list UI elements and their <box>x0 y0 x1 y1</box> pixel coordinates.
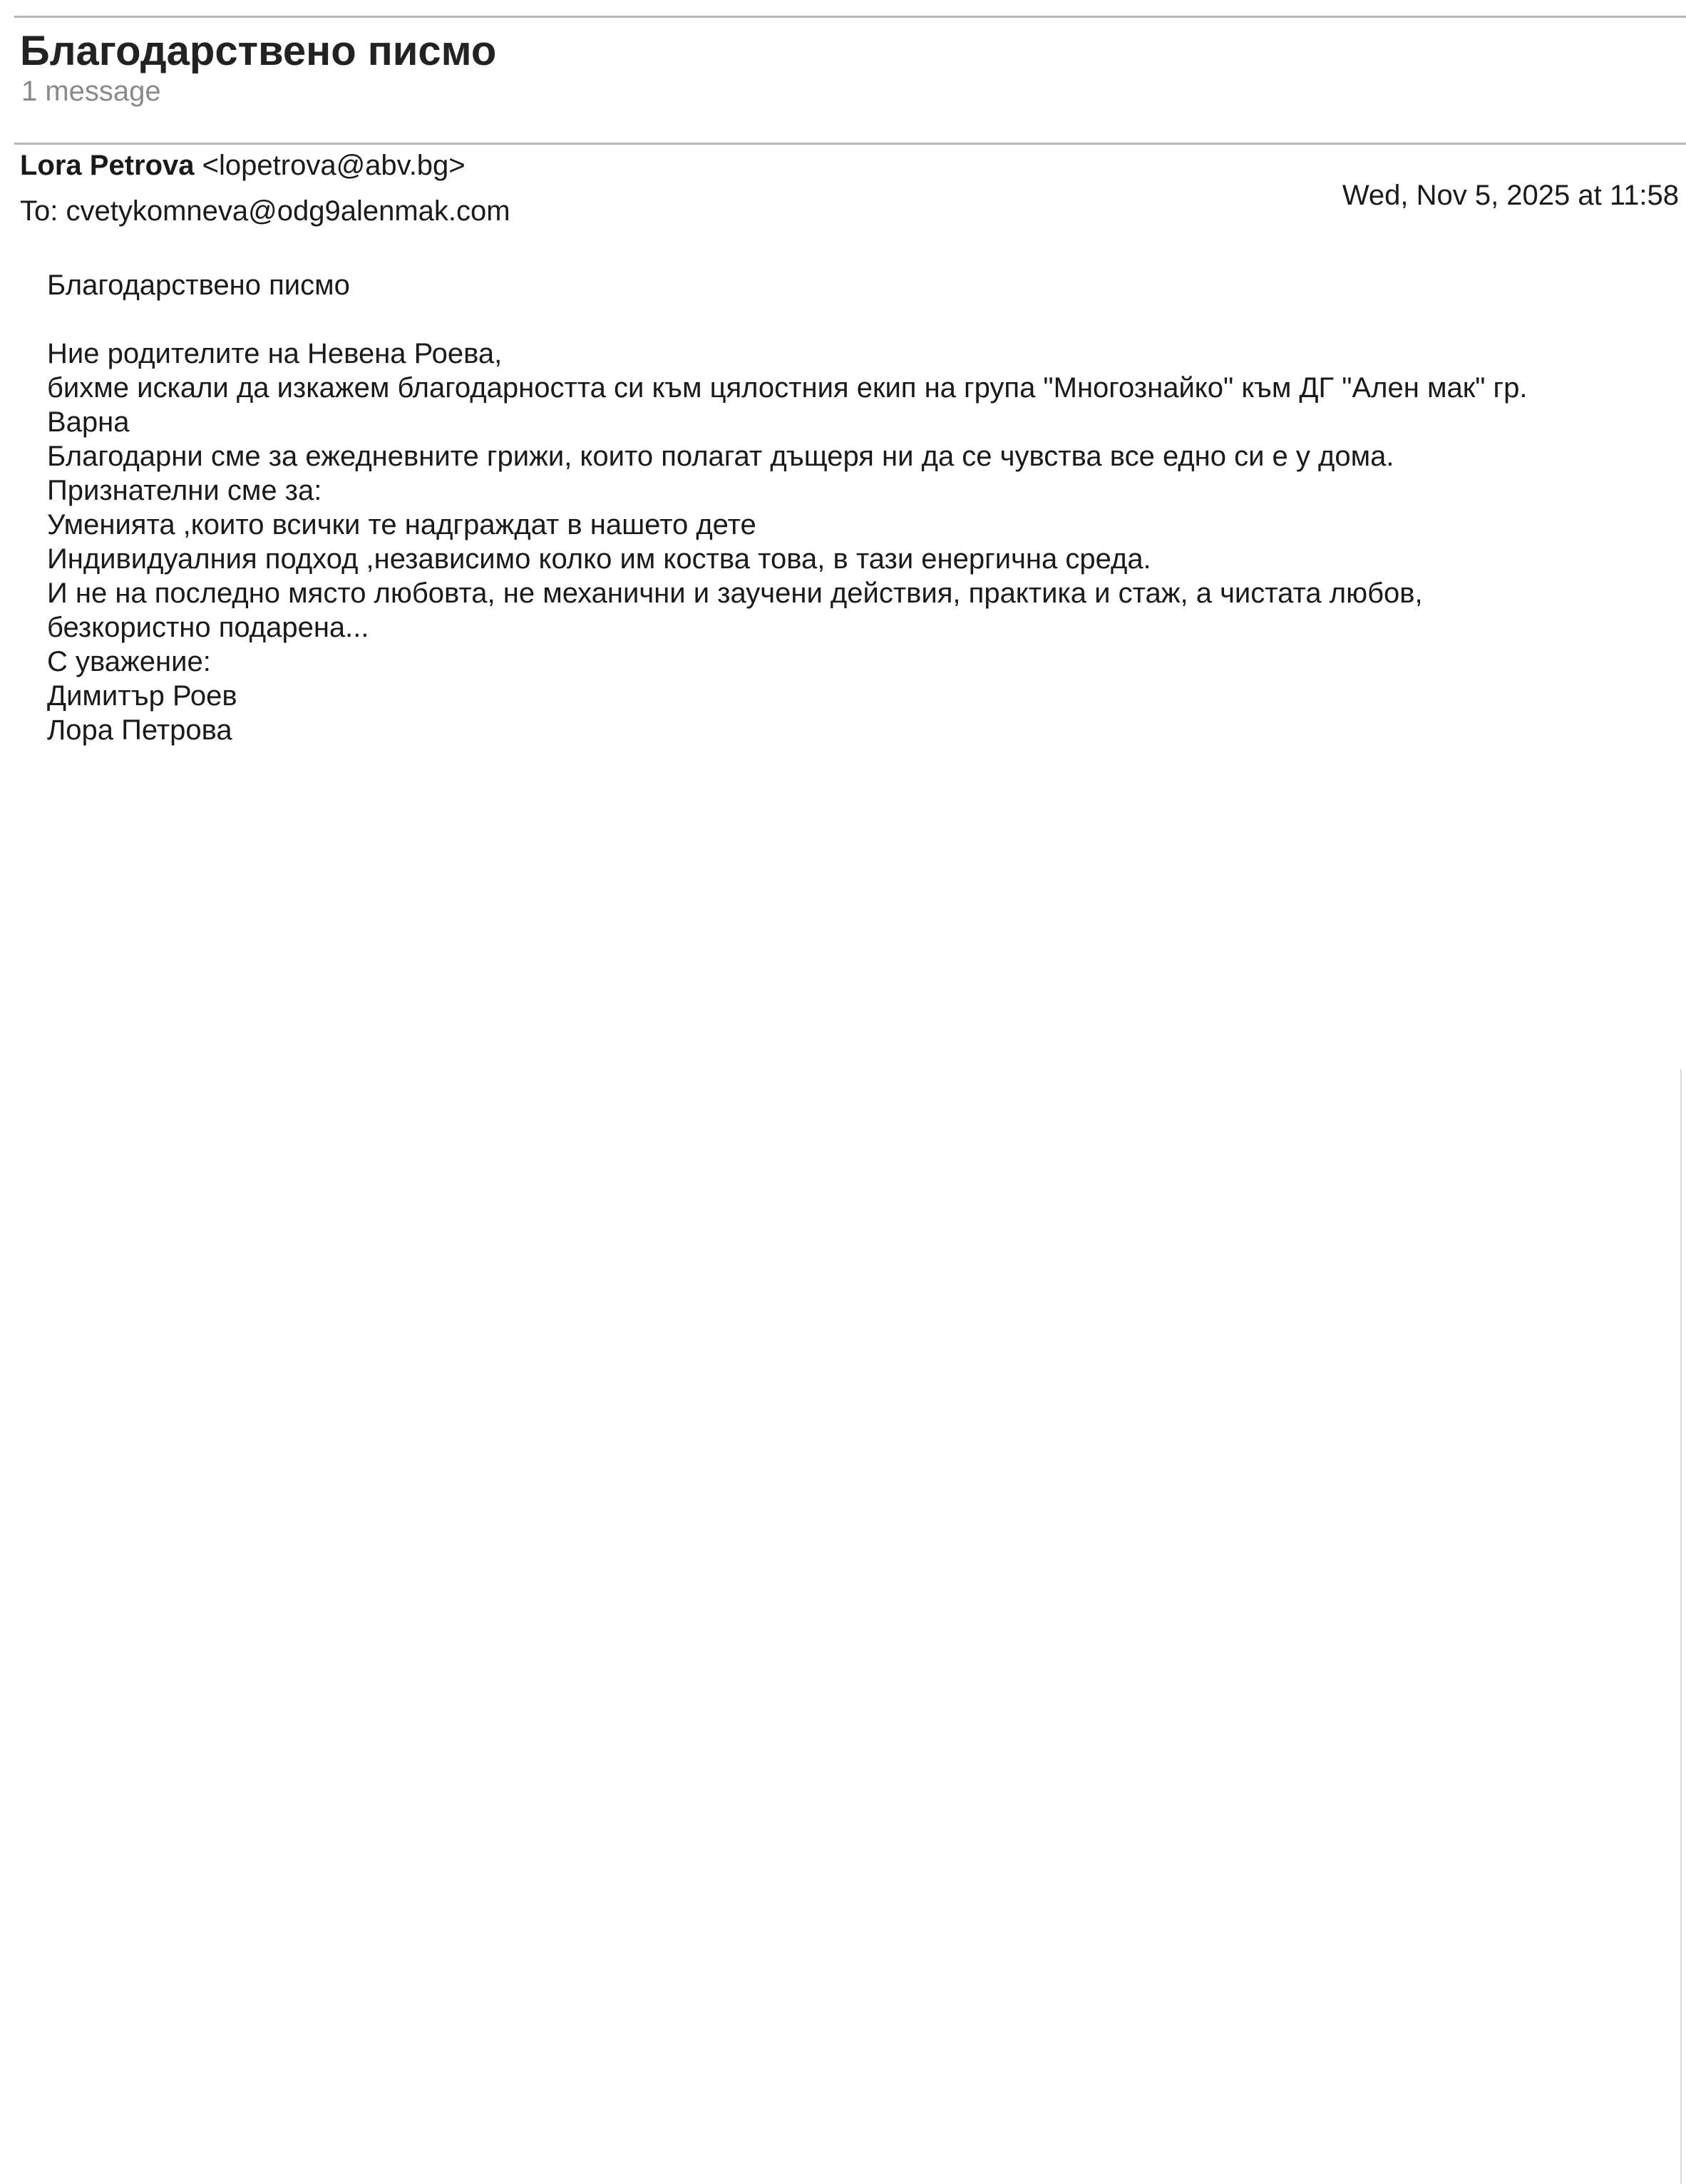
message-body <box>47 268 1680 747</box>
signature-name: Димитър Роев <box>47 680 237 712</box>
message-subject: Благодарствено писмо <box>20 28 497 74</box>
body-line: Благодарни сме за ежедневните грижи, които полагат дъщеря ни да се чувства все едно си е у дома. <box>47 441 1394 472</box>
sender-line <box>20 150 466 182</box>
recipient-line: To: cvetykomneva@odg9alenmak.com <box>20 195 510 227</box>
body-line: Варна <box>47 406 130 438</box>
message-count: 1 message <box>21 76 161 107</box>
message-date: Wed, Nov 5, 2025 at 11:58 <box>1342 180 1679 211</box>
sender-name: Lora Petrova <box>20 150 195 181</box>
body-line: Уменията ,които всички те надграждат в нашето дете <box>47 509 756 540</box>
header-divider <box>14 143 1686 145</box>
closing-line: С уважение: <box>47 646 211 677</box>
body-line: И не на последно място любовта, не механични и заучени действия, практика и стаж, а чистата любов, <box>47 578 1423 609</box>
body-line: безкористно подарена... <box>47 612 369 643</box>
signature-name: Лора Петрова <box>47 714 232 746</box>
body-line: Ние родителите на Невена Роева, <box>47 338 503 369</box>
top-divider <box>14 16 1686 18</box>
sender-email: <lopetrova@abv.bg> <box>202 150 466 181</box>
body-heading: Благодарствено писмо <box>47 270 350 301</box>
body-line: Признателни сме за: <box>47 475 322 506</box>
body-line: бихме искали да изкажем благодарността си към цялостния екип на група "Многознайко" към ДГ "Ален мак" гр. <box>47 372 1528 404</box>
scan-edge <box>1680 1070 1682 2184</box>
body-line: Индивидуалния подход ,независимо колко им коства това, в тази енергична среда. <box>47 543 1151 575</box>
body-spacer <box>47 302 1680 337</box>
